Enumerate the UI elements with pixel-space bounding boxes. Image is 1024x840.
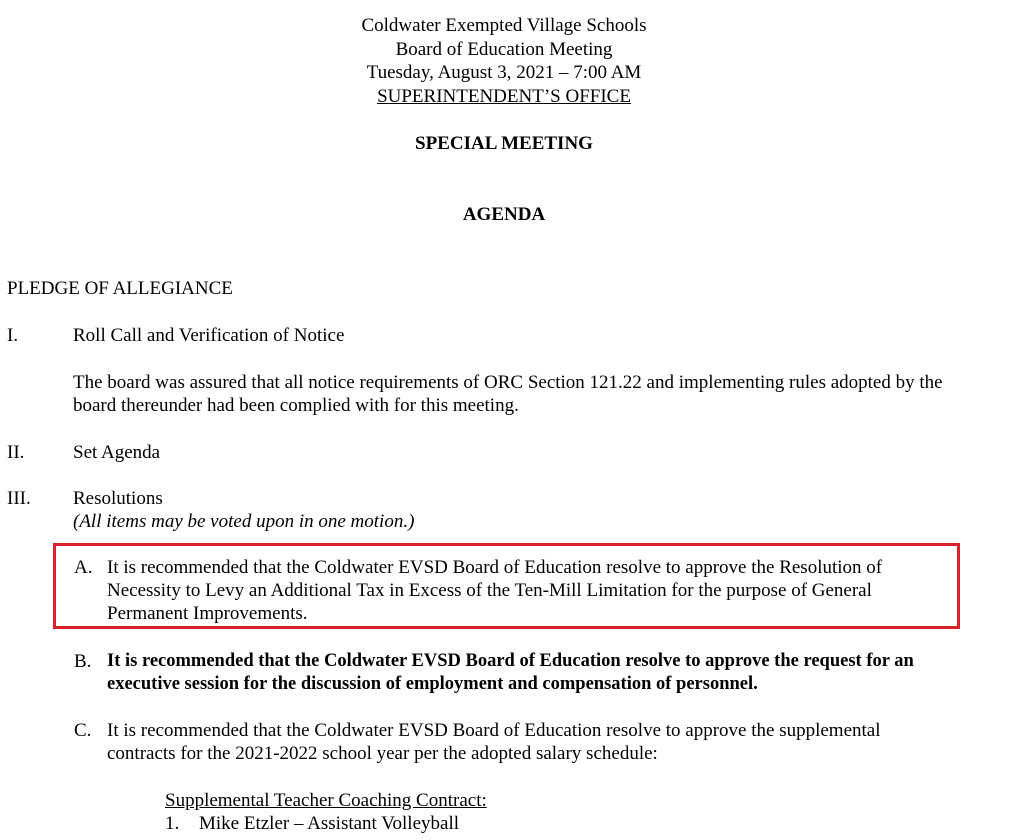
contract-item-text: Mike Etzler – Assistant Volleyball bbox=[199, 813, 459, 834]
item-a-line2: Necessity to Levy an Additional Tax in Excess of the Ten-Mill Limitation for the purpose of General bbox=[107, 580, 872, 601]
item-a-line3: Permanent Improvements. bbox=[107, 603, 308, 624]
resolutions-note: (All items may be voted upon in one motion.) bbox=[73, 511, 415, 532]
item-c-line1: It is recommended that the Coldwater EVSD Board of Education resolve to approve the supplemental bbox=[107, 720, 881, 741]
section-i-numeral: I. bbox=[7, 325, 19, 346]
contract-item-number: 1. bbox=[165, 813, 180, 834]
section-ii-title: Set Agenda bbox=[73, 442, 161, 463]
meeting-title: Board of Education Meeting bbox=[395, 39, 613, 60]
section-iii-numeral: III. bbox=[7, 488, 31, 509]
item-c-line2: contracts for the 2021-2022 school year per the adopted salary schedule: bbox=[107, 743, 658, 764]
section-ii-numeral: II. bbox=[7, 442, 25, 463]
agenda-title: AGENDA bbox=[462, 204, 546, 225]
item-b-letter: B. bbox=[74, 651, 92, 672]
item-b-line1: It is recommended that the Coldwater EVSD Board of Education resolve to approve the request for an bbox=[107, 651, 914, 671]
item-c-letter: C. bbox=[74, 720, 92, 741]
section-i-title: Roll Call and Verification of Notice bbox=[73, 325, 345, 346]
district-name: Coldwater Exempted Village Schools bbox=[361, 15, 647, 36]
pledge-heading: PLEDGE OF ALLEGIANCE bbox=[7, 278, 233, 299]
section-iii-title: Resolutions bbox=[73, 488, 163, 509]
item-a-line1: It is recommended that the Coldwater EVSD Board of Education resolve to approve the Resolution of bbox=[107, 557, 883, 578]
meeting-datetime: Tuesday, August 3, 2021 – 7:00 AM bbox=[366, 62, 642, 83]
roll-call-body-line2: board thereunder had been complied with for this meeting. bbox=[73, 395, 519, 416]
roll-call-body-line1: The board was assured that all notice requirements of ORC Section 121.22 and implementing rules adopted by the bbox=[73, 372, 943, 393]
meeting-type: SPECIAL MEETING bbox=[415, 133, 593, 154]
item-a-letter: A. bbox=[74, 557, 93, 578]
meeting-location: SUPERINTENDENT’S OFFICE bbox=[377, 86, 631, 107]
item-b-line2: executive session for the discussion of employment and compensation of personnel. bbox=[107, 674, 758, 694]
contract-heading: Supplemental Teacher Coaching Contract: bbox=[165, 790, 487, 811]
